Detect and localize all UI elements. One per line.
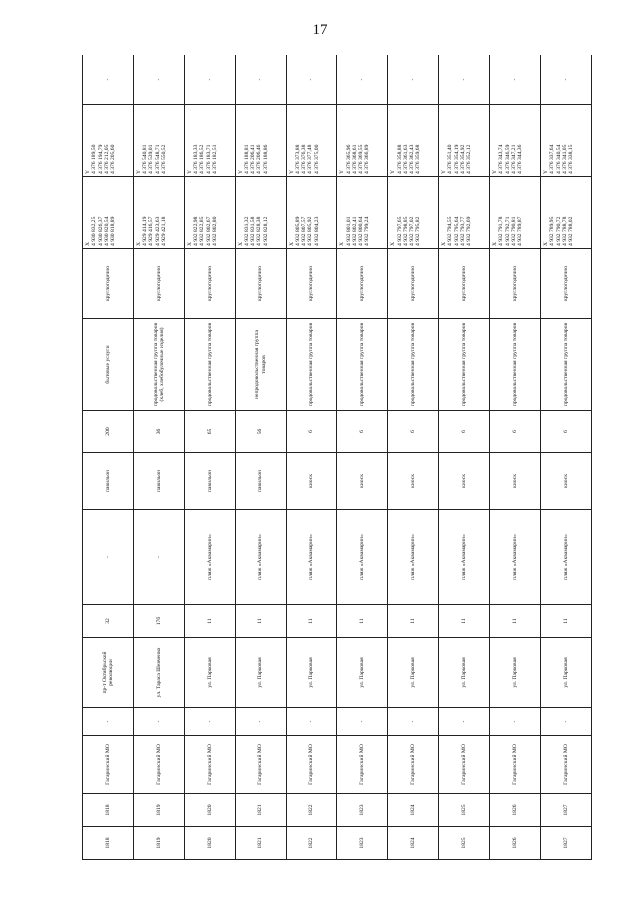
coordinate-value: X: [288, 241, 295, 246]
coordinate-value: 4 376 347,21: [510, 144, 517, 174]
last-column-cell: -: [439, 55, 490, 105]
operation-period-cell: круглогодично: [439, 249, 490, 319]
coordinates-y-cell: [541, 105, 592, 177]
operation-period-cell: круглогодично: [133, 249, 184, 319]
object-type-cell: киоск: [337, 453, 388, 510]
house-number-cell: 11: [184, 605, 235, 638]
house-number-cell: 11: [541, 605, 592, 638]
area-cell: 6: [490, 411, 541, 453]
coordinate-value: 4 376 362,43: [409, 144, 416, 174]
coordinate-value: 4 376 358,88: [396, 144, 403, 174]
coordinate-value: 4 376 194,79: [97, 144, 104, 174]
coordinates-x-cell: [490, 177, 541, 249]
object-type-cell: павильон: [235, 453, 286, 510]
place-id-cell: 1827: [541, 794, 592, 827]
coordinate-value: Y: [339, 169, 346, 174]
coordinates-x-cell: [184, 177, 235, 249]
district-cell: Гагаринский МО: [286, 736, 337, 794]
coordinate-value: Y: [441, 169, 448, 174]
row-number-cell: 1826: [490, 827, 541, 860]
street-cell: ул. Парковая: [541, 638, 592, 708]
place-id-cell: 1825: [439, 794, 490, 827]
district-cell: Гагаринский МО: [388, 736, 439, 794]
table-row: [235, 55, 286, 860]
last-column-cell: -: [490, 55, 541, 105]
table-row: [83, 55, 134, 860]
coordinate-value: 4 932 831,58: [250, 216, 257, 246]
coordinate-value: 4 376 346,59: [504, 144, 511, 174]
placement-table: [82, 55, 592, 860]
coordinate-value: 4 932 822,85: [199, 216, 206, 246]
house-number-cell: 11: [337, 605, 388, 638]
coordinate-value: Y: [186, 169, 193, 174]
coordinate-value: 4 930 826,37: [97, 216, 104, 246]
coordinate-value: 4 376 183,33: [193, 144, 200, 174]
coordinates-x-cell: [286, 177, 337, 249]
table-row: [337, 55, 388, 860]
landmark-cell: пляж «Аквамарин»: [490, 510, 541, 605]
area-cell: 200: [83, 411, 134, 453]
coordinates-y-cell: [184, 105, 235, 177]
coordinate-value: Y: [543, 169, 550, 174]
column-4-cell: -: [83, 708, 134, 736]
coordinate-value: X: [441, 241, 448, 246]
coordinate-value: 4 376 354,19: [453, 144, 460, 174]
coordinate-value: 4 932 790,81: [510, 216, 517, 246]
rotated-table-frame: [82, 55, 592, 860]
coordinate-value: 4 376 341,05: [561, 144, 568, 174]
coordinate-value: 4 932 797,65: [396, 216, 403, 246]
street-cell: ул. Парковая: [439, 638, 490, 708]
coordinate-value: 4 932 828,38: [256, 216, 263, 246]
landmark-cell: пляж «Аквамарин»: [286, 510, 337, 605]
coordinate-value: 4 932 822,98: [193, 216, 200, 246]
coordinate-value: 4 932 798,85: [402, 216, 409, 246]
coordinate-value: 4 932 793,77: [459, 216, 466, 246]
street-cell: ул. Парковая: [286, 638, 337, 708]
column-4-cell: -: [235, 708, 286, 736]
coordinate-value: 4 932 828,12: [262, 216, 269, 246]
street-cell: ул. Парковая: [388, 638, 439, 708]
coordinates-y-cell: [133, 105, 184, 177]
row-number-cell: 1824: [388, 827, 439, 860]
landmark-cell: пляж «Аквамарин»: [439, 510, 490, 605]
coordinate-value: X: [135, 241, 142, 246]
operation-period-cell: круглогодично: [83, 249, 134, 319]
coordinate-value: 4 376 343,74: [498, 144, 505, 174]
coordinate-value: 4 376 351,40: [447, 144, 454, 174]
coordinate-value: 4 932 807,57: [301, 216, 308, 246]
object-type-cell: киоск: [388, 453, 439, 510]
coordinate-value: 4 376 540,81: [142, 144, 149, 174]
operation-period-cell: круглогодично: [337, 249, 388, 319]
coordinate-value: 4 376 212,05: [103, 144, 110, 174]
coordinate-value: 4 932 794,55: [447, 216, 454, 246]
operation-period-cell: круглогодично: [490, 249, 541, 319]
street-cell: пр-т Октябрьской революции: [83, 638, 134, 708]
coordinate-value: 4 929 414,19: [142, 216, 149, 246]
column-4-cell: -: [337, 708, 388, 736]
coordinate-value: 4 376 188,81: [243, 144, 250, 174]
coordinate-value: 4 376 548,71: [154, 144, 161, 174]
specialization-cell: продовольственная группа товаров: [541, 319, 592, 411]
place-id-cell: 1822: [286, 794, 337, 827]
operation-period-cell: круглогодично: [286, 249, 337, 319]
coordinate-value: Y: [288, 169, 295, 174]
landmark-cell: пляж «Аквамарин»: [235, 510, 286, 605]
row-number-cell: 1825: [439, 827, 490, 860]
place-id-cell: 1820: [184, 794, 235, 827]
place-id-cell: 1824: [388, 794, 439, 827]
specialization-cell: продовольственная группа товаров: [388, 319, 439, 411]
last-column-cell: -: [286, 55, 337, 105]
area-cell: 6: [337, 411, 388, 453]
object-type-cell: киоск: [439, 453, 490, 510]
area-cell: 6: [439, 411, 490, 453]
coordinate-value: 4 932 795,82: [415, 216, 422, 246]
coordinate-value: Y: [390, 169, 397, 174]
coordinate-value: 4 932 788,78: [561, 216, 568, 246]
coordinate-value: 4 930 832,25: [91, 216, 98, 246]
coordinate-value: Y: [85, 169, 91, 174]
landmark-cell: пляж «Аквамарин»: [388, 510, 439, 605]
coordinate-value: 4 932 792,71: [504, 216, 511, 246]
coordinate-value: 4 376 550,52: [160, 144, 167, 174]
coordinate-value: 4 376 183,71: [205, 144, 212, 174]
coordinate-value: 4 932 791,78: [498, 216, 505, 246]
landmark-cell: -: [133, 510, 184, 605]
coordinate-value: 4 932 802,41: [351, 216, 358, 246]
coordinate-value: 4 932 805,89: [294, 216, 301, 246]
coordinate-value: X: [186, 241, 193, 246]
house-number-cell: 11: [439, 605, 490, 638]
column-4-cell: -: [388, 708, 439, 736]
area-cell: 6: [388, 411, 439, 453]
table-row: [388, 55, 439, 860]
district-cell: Гагаринский МО: [184, 736, 235, 794]
place-id-cell: 1819: [133, 794, 184, 827]
object-type-cell: павильон: [184, 453, 235, 510]
coordinate-value: 4 376 206,41: [250, 144, 257, 174]
row-number-cell: 1819: [133, 827, 184, 860]
operation-period-cell: круглогодично: [541, 249, 592, 319]
coordinate-value: 4 376 205,60: [110, 144, 116, 174]
house-number-cell: 11: [235, 605, 286, 638]
operation-period-cell: круглогодично: [388, 249, 439, 319]
object-type-cell: киоск: [286, 453, 337, 510]
table-row: [439, 55, 490, 860]
table-row: [133, 55, 184, 860]
coordinate-value: 4 376 375,00: [313, 144, 320, 174]
coordinate-value: 4 932 797,02: [409, 216, 416, 246]
coordinate-value: 4 932 805,92: [307, 216, 314, 246]
district-cell: Гагаринский МО: [83, 736, 134, 794]
coordinate-value: 4 376 352,12: [466, 144, 473, 174]
coordinates-x-cell: [83, 177, 134, 249]
area-cell: 56: [235, 411, 286, 453]
table-row: [286, 55, 337, 860]
coordinate-value: X: [85, 241, 91, 246]
house-number-cell: 32: [83, 605, 134, 638]
street-cell: ул. Парковая: [490, 638, 541, 708]
object-type-cell: киоск: [541, 453, 592, 510]
row-number-cell: 1821: [235, 827, 286, 860]
coordinate-value: X: [390, 241, 397, 246]
coordinate-value: 4 376 376,38: [301, 144, 308, 174]
landmark-cell: -: [83, 510, 134, 605]
coordinate-value: 4 376 539,01: [148, 144, 155, 174]
coordinate-value: 4 932 799,24: [364, 216, 371, 246]
last-column-cell: -: [541, 55, 592, 105]
district-cell: Гагаринский МО: [337, 736, 388, 794]
street-cell: ул. Парковая: [184, 638, 235, 708]
column-4-cell: -: [541, 708, 592, 736]
coordinates-x-cell: [388, 177, 439, 249]
last-column-cell: -: [337, 55, 388, 105]
coordinate-value: 4 376 338,15: [568, 144, 575, 174]
coordinate-value: X: [237, 241, 244, 246]
coordinate-value: 4 376 340,54: [555, 144, 562, 174]
column-4-cell: -: [490, 708, 541, 736]
street-cell: ул. Парковая: [235, 638, 286, 708]
last-column-cell: -: [133, 55, 184, 105]
coordinate-value: 4 376 337,64: [549, 144, 556, 174]
street-cell: ул. Парковая: [337, 638, 388, 708]
table-body: [83, 55, 592, 860]
coordinate-value: 4 932 789,87: [517, 216, 524, 246]
house-number-cell: 11: [388, 605, 439, 638]
row-number-cell: 1823: [337, 827, 388, 860]
column-4-cell: -: [286, 708, 337, 736]
landmark-cell: пляж «Аквамарин»: [337, 510, 388, 605]
table-row: [184, 55, 235, 860]
area-cell: 6: [541, 411, 592, 453]
row-number-cell: 1822: [286, 827, 337, 860]
coordinate-value: 4 930 818,89: [110, 216, 116, 246]
house-number-cell: 11: [286, 605, 337, 638]
coordinate-value: 4 932 804,23: [313, 216, 320, 246]
specialization-cell: бытовые услуги: [83, 319, 134, 411]
coordinates-y-cell: [286, 105, 337, 177]
coordinate-value: 4 932 800,64: [358, 216, 365, 246]
coordinate-value: 4 376 344,36: [517, 144, 524, 174]
coordinate-value: 4 376 206,46: [256, 144, 263, 174]
coordinate-value: 4 376 368,61: [351, 144, 358, 174]
place-id-cell: 1818: [83, 794, 134, 827]
coordinate-value: 4 929 421,18: [160, 216, 167, 246]
coordinates-y-cell: [490, 105, 541, 177]
coordinate-value: 4 376 188,86: [262, 144, 269, 174]
coordinate-value: X: [492, 241, 499, 246]
coordinate-value: 4 932 790,72: [555, 216, 562, 246]
coordinate-value: 4 932 831,32: [243, 216, 250, 246]
coordinate-value: 4 932 792,69: [466, 216, 473, 246]
coordinate-value: 4 932 802,67: [205, 216, 212, 246]
area-cell: 65: [184, 411, 235, 453]
area-cell: 6: [286, 411, 337, 453]
specialization-cell: продовольственная группа товаров: [337, 319, 388, 411]
coordinate-value: 4 932 795,64: [453, 216, 460, 246]
coordinate-value: 4 376 354,92: [459, 144, 466, 174]
coordinate-value: 4 376 186,52: [199, 144, 206, 174]
last-column-cell: -: [83, 55, 134, 105]
coordinates-x-cell: [133, 177, 184, 249]
coordinate-value: 4 376 361,63: [402, 144, 409, 174]
row-number-cell: 1818: [83, 827, 134, 860]
coordinate-value: 4 932 789,95: [549, 216, 556, 246]
coordinate-value: 4 376 369,55: [358, 144, 365, 174]
table-container: [82, 55, 592, 860]
coordinate-value: 4 376 182,51: [211, 144, 218, 174]
coordinates-y-cell: [388, 105, 439, 177]
coordinate-value: 4 376 377,48: [307, 144, 314, 174]
specialization-cell: продовольственная группа товаров: [286, 319, 337, 411]
coordinate-value: 4 376 373,88: [294, 144, 301, 174]
landmark-cell: пляж «Аквамарин»: [541, 510, 592, 605]
specialization-cell: продовольственная группа товаров: [439, 319, 490, 411]
coordinate-value: Y: [135, 169, 142, 174]
coordinate-value: 4 376 189,50: [91, 144, 98, 174]
coordinate-value: Y: [237, 169, 244, 174]
coordinate-value: 4 930 820,54: [103, 216, 110, 246]
coordinate-value: 4 929 423,63: [154, 216, 161, 246]
coordinates-y-cell: [337, 105, 388, 177]
operation-period-cell: круглогодично: [184, 249, 235, 319]
operation-period-cell: круглогодично: [235, 249, 286, 319]
coordinate-value: 4 376 366,89: [364, 144, 371, 174]
last-column-cell: -: [184, 55, 235, 105]
coordinates-y-cell: [235, 105, 286, 177]
object-type-cell: киоск: [490, 453, 541, 510]
row-number-cell: 1820: [184, 827, 235, 860]
coordinate-value: 4 932 788,02: [568, 216, 575, 246]
table-row: [541, 55, 592, 860]
object-type-cell: павильон: [83, 453, 134, 510]
house-number-cell: 17б: [133, 605, 184, 638]
district-cell: Гагаринский МО: [133, 736, 184, 794]
place-id-cell: 1823: [337, 794, 388, 827]
coordinate-value: 4 932 802,80: [211, 216, 218, 246]
coordinate-value: 4 376 359,68: [415, 144, 422, 174]
district-cell: Гагаринский МО: [490, 736, 541, 794]
coordinate-value: Y: [492, 169, 499, 174]
specialization-cell: продовольственная группа товаров: [490, 319, 541, 411]
coordinate-value: 4 932 801,01: [345, 216, 352, 246]
page-number: 17: [312, 22, 328, 38]
area-cell: 36: [133, 411, 184, 453]
column-4-cell: -: [133, 708, 184, 736]
place-id-cell: 1826: [490, 794, 541, 827]
specialization-cell: непродовольственная группа товаров: [235, 319, 286, 411]
last-column-cell: -: [388, 55, 439, 105]
district-cell: Гагаринский МО: [439, 736, 490, 794]
coordinate-value: X: [339, 241, 346, 246]
table-row: [490, 55, 541, 860]
specialization-cell: продовольственная группа товаров: [184, 319, 235, 411]
coordinates-y-cell: [83, 105, 134, 177]
coordinates-y-cell: [439, 105, 490, 177]
coordinate-value: 4 376 365,96: [345, 144, 352, 174]
coordinate-value: X: [543, 241, 550, 246]
coordinate-value: 4 929 416,57: [148, 216, 155, 246]
coordinates-x-cell: [439, 177, 490, 249]
coordinates-x-cell: [235, 177, 286, 249]
district-cell: Гагаринский МО: [235, 736, 286, 794]
last-column-cell: -: [235, 55, 286, 105]
coordinates-x-cell: [541, 177, 592, 249]
landmark-cell: пляж «Аквамарин»: [184, 510, 235, 605]
column-4-cell: -: [184, 708, 235, 736]
row-number-cell: 1827: [541, 827, 592, 860]
place-id-cell: 1821: [235, 794, 286, 827]
coordinates-x-cell: [337, 177, 388, 249]
object-type-cell: павильон: [133, 453, 184, 510]
district-cell: Гагаринский МО: [541, 736, 592, 794]
house-number-cell: 11: [490, 605, 541, 638]
specialization-cell: продовольственная группа товаров (хлеб, хлебобулочные изделия): [133, 319, 184, 411]
column-4-cell: -: [439, 708, 490, 736]
street-cell: ул. Тараса Шевченко: [133, 638, 184, 708]
